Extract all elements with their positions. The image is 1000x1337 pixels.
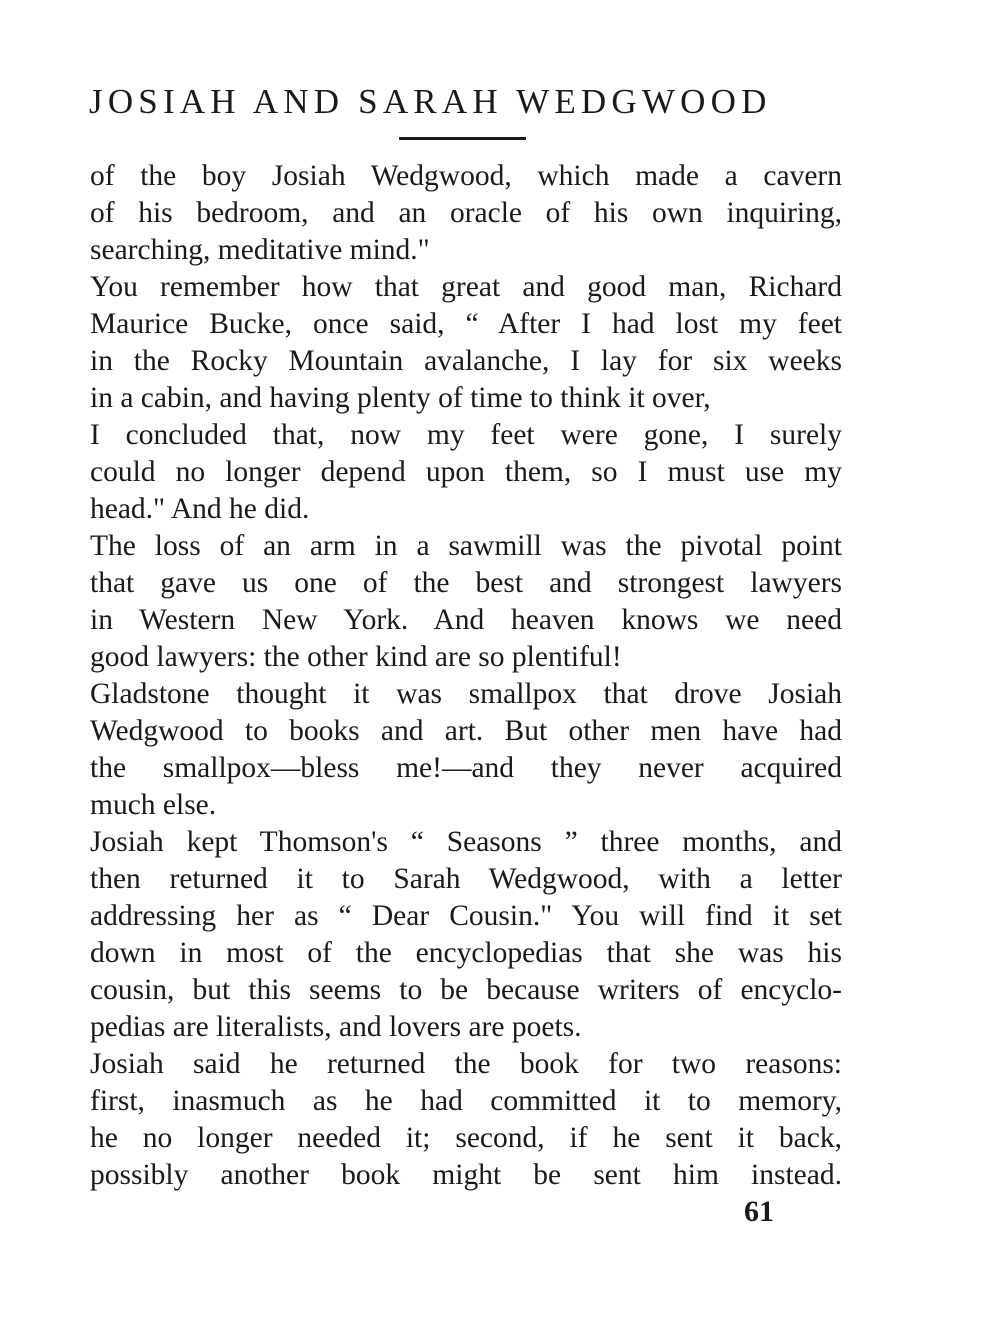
text-line: addressing her as “ Dear Cousin." You will find it set (90, 900, 842, 932)
text-line: Josiah kept Thomson's “ Seasons ” three months, and (90, 826, 842, 858)
text-line: then returned it to Sarah Wedgwood, with a letter (90, 863, 842, 895)
text-line: in Western New York. And heaven knows we need (90, 604, 842, 636)
text-line: Gladstone thought it was smallpox that drove Josiah (90, 678, 842, 710)
text-line: possibly another book might be sent him instead. (90, 1159, 842, 1191)
text-line: first, inasmuch as he had committed it to memory, (90, 1085, 842, 1117)
text-line: searching, meditative mind." (90, 234, 430, 266)
text-line: much else. (90, 789, 217, 821)
text-line: the smallpox—bless me!—and they never acquired (90, 752, 842, 784)
running-head: JOSIAH AND SARAH WEDGWOOD (89, 82, 772, 121)
text-line: The loss of an arm in a sawmill was the pivotal point (90, 530, 842, 562)
text-line: Maurice Bucke, once said, “ After I had lost my feet (90, 308, 842, 340)
page-number: 61 (744, 1195, 774, 1228)
text-line: Wedgwood to books and art. But other men have had (90, 715, 842, 747)
text-line: of the boy Josiah Wedgwood, which made a cavern (90, 160, 842, 192)
text-line: You remember how that great and good man, Richard (90, 271, 842, 303)
text-line: of his bedroom, and an oracle of his own inquiring, (90, 197, 842, 229)
text-line: I concluded that, now my feet were gone, I surely (90, 419, 842, 451)
body-text (90, 158, 842, 1194)
text-line: down in most of the encyclopedias that she was his (90, 937, 842, 969)
text-line: pedias are literalists, and lovers are poets. (90, 1011, 582, 1043)
text-line: in the Rocky Mountain avalanche, I lay for six weeks (90, 345, 842, 377)
text-line: he no longer needed it; second, if he sent it back, (90, 1122, 842, 1154)
text-line: that gave us one of the best and strongest lawyers (90, 567, 842, 599)
text-line: in a cabin, and having plenty of time to think it over, (90, 382, 711, 414)
head-rule (399, 137, 526, 140)
text-line: Josiah said he returned the book for two reasons: (90, 1048, 842, 1080)
text-line: could no longer depend upon them, so I must use my (90, 456, 842, 488)
text-line: good lawyers: the other kind are so plentiful! (90, 641, 622, 673)
text-line: cousin, but this seems to be because writers of encyclo- (90, 974, 842, 1006)
text-line: head." And he did. (90, 493, 310, 525)
